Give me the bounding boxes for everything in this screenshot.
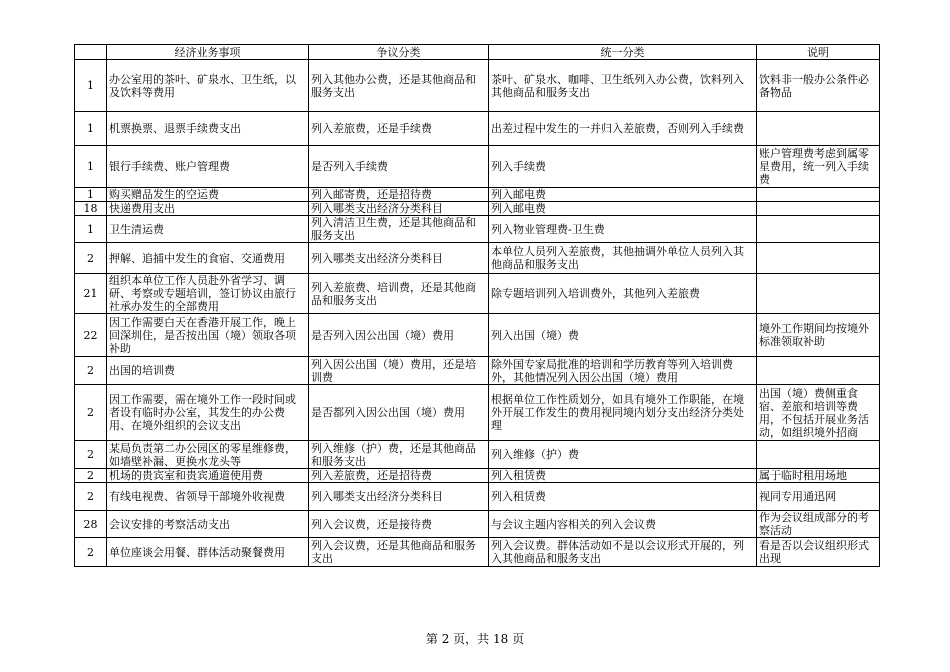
header-note: 说明: [757, 45, 880, 60]
page-footer: 第 2 页，共 18 页: [425, 632, 525, 646]
cell-index: 2: [75, 243, 107, 274]
cell-dispute: 列入其他办公费，还是其他商品和服务支出: [309, 60, 489, 112]
cell-unified: 列入维修（护）费: [489, 441, 757, 469]
cell-item: 会议安排的考察活动支出: [107, 511, 309, 538]
cell-dispute: 列入差旅费、培训费，还是其他商品和服务支出: [309, 274, 489, 314]
table-row: [75, 538, 880, 567]
header-unified: 统一分类: [489, 45, 757, 60]
cell-item: 银行手续费、账户管理费: [107, 146, 309, 188]
cell-note: [757, 441, 880, 469]
table-row: [75, 441, 880, 469]
cell-unified: 本单位人员列入差旅费，其他抽调外单位人员列入其他商品和服务支出: [489, 243, 757, 274]
table-row: [75, 146, 880, 188]
cell-unified: 与会议主题内容相关的列入会议费: [489, 511, 757, 538]
table-row: [75, 60, 880, 112]
cell-item: 某局负责第二办公园区的零星维修费，如墙壁补漏、更换水龙头等: [107, 441, 309, 469]
cell-dispute: 列入哪类支出经济分类科目: [309, 243, 489, 274]
cell-index: 28: [75, 511, 107, 538]
cell-unified: 列入租赁费: [489, 469, 757, 483]
cell-unified: 出差过程中发生的一并归入差旅费，否则列入手续费: [489, 112, 757, 146]
cell-dispute: 是否列入手续费: [309, 146, 489, 188]
cell-item: 办公室用的茶叶、矿泉水、卫生纸，以及饮料等费用: [107, 60, 309, 112]
cell-item: 有线电视费、省领导干部境外收视费: [107, 483, 309, 511]
cell-unified: 列入物业管理费-卫生费: [489, 216, 757, 243]
table-row: [75, 188, 880, 202]
cell-unified: 列入会议费。群体活动如不是以会议形式开展的，列入其他商品和服务支出: [489, 538, 757, 567]
table-row: [75, 483, 880, 511]
cell-item: 出国的培训费: [107, 357, 309, 385]
cell-item: 押解、追捕中发生的食宿、交通费用: [107, 243, 309, 274]
expense-classification-table: [74, 44, 880, 567]
cell-index: 2: [75, 441, 107, 469]
cell-item: 组织本单位工作人员赴外省学习、调研、考察或专题培训，签订协议由旅行社承办发生的全部费用: [107, 274, 309, 314]
cell-note: [757, 188, 880, 202]
table-body: [75, 60, 880, 567]
table-row: [75, 243, 880, 274]
cell-note: 饮料非一般办公条件必备物品: [757, 60, 880, 112]
cell-index: 22: [75, 314, 107, 357]
cell-index: 2: [75, 469, 107, 483]
cell-unified: 列入邮电费: [489, 188, 757, 202]
cell-index: 1: [75, 112, 107, 146]
table-row: [75, 112, 880, 146]
cell-dispute: 列入会议费，还是接待费: [309, 511, 489, 538]
cell-unified: 列入出国（境）费: [489, 314, 757, 357]
cell-note: [757, 357, 880, 385]
cell-index: 18: [75, 202, 107, 216]
cell-unified: 除专题培训列入培训费外，其他列入差旅费: [489, 274, 757, 314]
cell-note: [757, 112, 880, 146]
table-row: [75, 216, 880, 243]
cell-dispute: 列入会议费，还是其他商品和服务支出: [309, 538, 489, 567]
cell-dispute: 列入维修（护）费，还是其他商品和服务支出: [309, 441, 489, 469]
cell-dispute: 列入清洁卫生费，还是其他商品和服务支出: [309, 216, 489, 243]
cell-dispute: 是否都列入因公出国（境）费用: [309, 385, 489, 441]
cell-note: 出国（境）费侧重食宿、差旅和培训等费用，不包括开展业务活动，如组织境外招商: [757, 385, 880, 441]
cell-index: 21: [75, 274, 107, 314]
cell-unified: 根据单位工作性质划分，如具有境外工作职能，在境外开展工作发生的费用视同境内划分支出经济分类处理: [489, 385, 757, 441]
cell-unified: 列入手续费: [489, 146, 757, 188]
cell-dispute: 列入差旅费，还是招待费: [309, 469, 489, 483]
cell-index: 2: [75, 385, 107, 441]
header-index: [75, 45, 107, 60]
cell-note: [757, 243, 880, 274]
cell-item: 机场的贵宾室和贵宾通道使用费: [107, 469, 309, 483]
cell-note: 视同专用通迅网: [757, 483, 880, 511]
cell-item: 单位座谈会用餐、群体活动聚餐费用: [107, 538, 309, 567]
cell-note: 看是否以会议组织形式出现: [757, 538, 880, 567]
cell-index: 2: [75, 357, 107, 385]
header-row: [75, 45, 880, 60]
cell-index: 1: [75, 60, 107, 112]
header-item: 经济业务事项: [107, 45, 309, 60]
table-row: [75, 314, 880, 357]
cell-item: 因工作需要白天在香港开展工作，晚上回深圳住，是否按出国（境）领取各项补助: [107, 314, 309, 357]
cell-note: 境外工作期间均按境外标准领取补助: [757, 314, 880, 357]
cell-dispute: 列入哪类支出经济分类科目: [309, 202, 489, 216]
cell-unified: 列入邮电费: [489, 202, 757, 216]
table-row: [75, 357, 880, 385]
cell-unified: 除外国专家局批准的培训和学历教育等列入培训费外，其他情况列入因公出国（境）费用: [489, 357, 757, 385]
cell-unified: 列入租赁费: [489, 483, 757, 511]
cell-dispute: 列入邮寄费，还是招待费: [309, 188, 489, 202]
table-row: [75, 202, 880, 216]
cell-index: 1: [75, 146, 107, 188]
cell-index: 1: [75, 216, 107, 243]
cell-dispute: 列入哪类支出经济分类科目: [309, 483, 489, 511]
cell-item: 卫生清运费: [107, 216, 309, 243]
cell-item: 快递费用支出: [107, 202, 309, 216]
cell-item: 机票换票、退票手续费支出: [107, 112, 309, 146]
table-row: [75, 274, 880, 314]
cell-note: [757, 216, 880, 243]
table-row: [75, 385, 880, 441]
cell-dispute: 列入因公出国（境）费用，还是培训费: [309, 357, 489, 385]
cell-index: 2: [75, 483, 107, 511]
cell-unified: 茶叶、矿泉水、咖啡、卫生纸列入办公费，饮料列入其他商品和服务支出: [489, 60, 757, 112]
cell-item: 因工作需要，需在境外工作一段时间或者设有临时办公室，其发生的办公费用、在境外组织的会议支出: [107, 385, 309, 441]
cell-index: 1: [75, 188, 107, 202]
cell-note: 属于临时租用场地: [757, 469, 880, 483]
table-row: [75, 511, 880, 538]
cell-note: [757, 202, 880, 216]
cell-index: 2: [75, 538, 107, 567]
cell-dispute: 是否列入因公出国（境）费用: [309, 314, 489, 357]
cell-dispute: 列入差旅费，还是手续费: [309, 112, 489, 146]
cell-item: 购买赠品发生的空运费: [107, 188, 309, 202]
header-dispute: 争议分类: [309, 45, 489, 60]
cell-note: 作为会议组成部分的考察活动: [757, 511, 880, 538]
cell-note: [757, 274, 880, 314]
table-row: [75, 469, 880, 483]
cell-note: 账户管理费考虑到属零星费用，统一列入手续费: [757, 146, 880, 188]
